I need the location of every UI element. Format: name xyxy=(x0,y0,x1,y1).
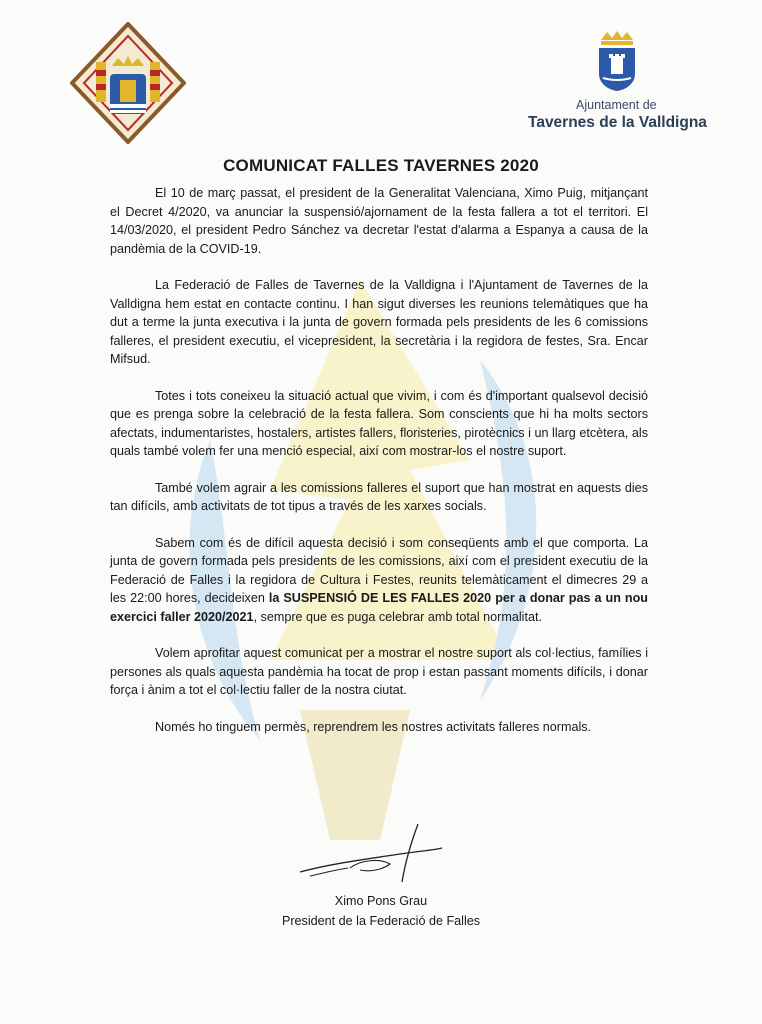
town-label-name: Tavernes de la Valldigna xyxy=(528,114,707,131)
paragraph-3: Totes i tots coneixeu la situació actual que vivim, i com és d'important qualsevol decisió que es prenga sobre la celebració de la festa fallera. Som conscients que hi ha molts sectors afectats, indumentaristes, hostalers, artistes fallers, floristeries, pirotècnics i un llarg etcètera, als quals també volem fer una menció especial, així com mostrar-los el nostre suport. xyxy=(110,388,648,458)
paragraph-4: També volem agrair a les comissions falleres el suport que han mostrat en aquests dies tan difícils, amb activitats de tot tipus a través de les xarxes socials. xyxy=(110,480,648,513)
paragraph-2: La Federació de Falles de Tavernes de la Valldigna i l'Ajuntament de Tavernes de la Valldigna hem estat en contacte continu. I han sigut diverses les reunions telemàtiques que ha dut a terme la junta executiva i la junta de govern formada pels presidents de les 6 comissions falleres, el president executiu, el vicepresident, la secretària i la regidora de festes, Sra. Encar Mifsud. xyxy=(110,278,648,366)
paragraph-7: Només ho tinguem permès, reprendrem les nostres activitats falleres normals. xyxy=(155,719,592,734)
paragraph-5-text-end: , sempre que es puga celebrar amb total normalitat. xyxy=(253,609,542,624)
document-title: COMUNICAT FALLES TAVERNES 2020 xyxy=(223,156,539,175)
paragraph-5 xyxy=(110,534,648,627)
paragraph-5-bold-decision: la SUSPENSIÓ DE LES FALLES 2020 per a donar pas a un nou exercici faller 2020/2021 xyxy=(110,591,649,624)
town-label-small: Ajuntament de xyxy=(576,98,657,112)
paragraph-1: El 10 de març passat, el president de la Generalitat Valenciana, Ximo Puig, mitjançant el Decret 4/2020, va anunciar la suspensió/ajornament de la festa fallera a tot el territori. El 14/03/2020, el president Pedro Sánchez va decretar l'estat d'alarma a Espanya a causa de la pandèmia de la COVID-19. xyxy=(110,186,648,256)
signatory-role: President de la Federació de Falles xyxy=(281,914,481,928)
paragraph-5-text-start: Sabem com és de difícil aquesta decisió i som conseqüents amb el que comporta. La junta de govern formada pels presidents de les comissions, així com el president executiu de la Federació de Falles i la regidora de Cultura i Festes, reunits telemàticament el dimecres 29 a les 22:00 hores, decideixen xyxy=(110,535,648,605)
handwritten-signature-icon xyxy=(290,820,450,890)
paragraph-6: Volem aprofitar aquest comunicat per a mostrar el nostre suport als col·lectius, famílies i persones als quals aquesta pandèmia ha tocat de prop i estan passant moments difícils, i donar força i ànim a tot el col·lectiu faller de la nostra ciutat. xyxy=(110,646,648,697)
falles-federation-crest-icon xyxy=(70,22,186,144)
document-body xyxy=(110,184,648,754)
signatory-name: Ximo Pons Grau xyxy=(334,894,428,908)
town-hall-castle-icon xyxy=(595,30,639,92)
